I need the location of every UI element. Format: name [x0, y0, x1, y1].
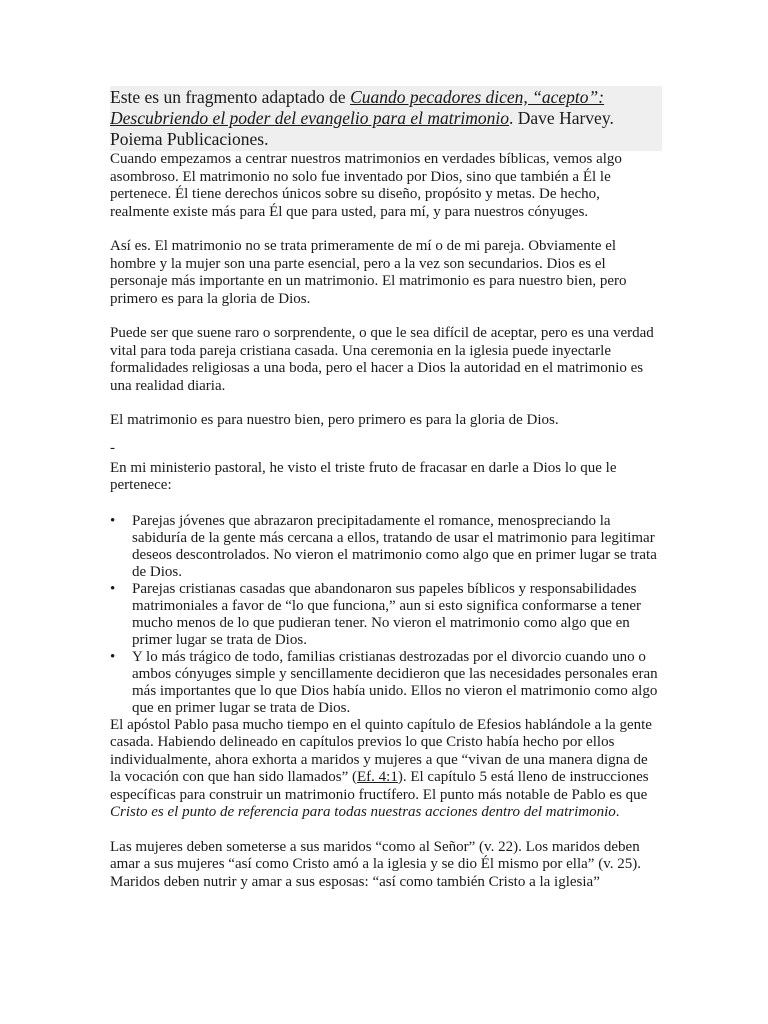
pablo-emphasis: Cristo es el punto de referencia para todas nuestras acciones dentro del matrimonio [110, 804, 616, 820]
document-page [110, 86, 660, 891]
intro-prefix: Este es un fragmento adaptado de [110, 87, 351, 107]
bullet-icon: • [110, 648, 116, 665]
list-item-text: Parejas cristianas casadas que abandonaron sus papeles bíblicos y responsabilidades matrimoniales a favor de “lo que funciona,” aun si esto significa conformarse a tener mucho menos de lo que pudieran tener. No vieron el matrimonio como algo que en primer lugar se trata de Dios. [132, 580, 641, 648]
list-item-text: Parejas jóvenes que abrazaron precipitadamente el romance, menospreciando la sabiduría de la gente más cercana a ellos, tratando de usar el matrimonio para legitimar deseos descontrolados. No vieron el matrimonio como algo que en primer lugar se trata de Dios. [132, 512, 657, 580]
bullet-icon: • [110, 580, 116, 597]
paragraph-2: Así es. El matrimonio no se trata primeramente de mí o de mi pareja. Obviamente el hombre y la mujer son una parte esencial, pero a la vez son secundarios. Dios es el personaje más importante en un matrimonio. El matrimonio es para nuestro bien, pero primero es para la gloria de Dios. [110, 238, 627, 307]
list-item [110, 581, 660, 649]
ministry-intro: En mi ministerio pastoral, he visto el triste fruto de fracasar en darle a Dios lo que le pertenece: [110, 459, 617, 493]
book-title-link[interactable]: Cuando pecadores dicen, “acepto”: Descubriendo el poder del evangelio para el matrimonio [110, 87, 605, 128]
list-item [110, 513, 660, 581]
article-body [110, 151, 660, 891]
list-item [110, 649, 660, 717]
paragraph-last: Las mujeres deben someterse a sus maridos “como al Señor” (v. 22). Los maridos deben amar a sus mujeres “así como Cristo amó a la iglesia y se dio Él mismo por ella” (v. 25). Maridos deben nutrir y amar a sus esposas: “así como también Cristo a la iglesia” [110, 838, 641, 890]
paragraph-1: Cuando empezamos a centrar nuestros matrimonios en verdades bíblicas, vemos algo asombroso. El matrimonio no solo fue inventado por Dios, sino que también a Él le pertenece. Él tiene derechos únicos sobre su diseño, propósito y metas. De hecho, realmente existe más para Él que para usted, para mí, y para nuestros cónyuges. [110, 151, 622, 220]
intro-punct: . [509, 108, 514, 128]
pablo-text-b: ). El capítulo 5 está lleno de instrucciones específicas para construir un matrimonio fructífero. El punto más notable de Pablo es que [110, 769, 649, 803]
paragraph-pablo [110, 717, 660, 822]
pablo-end: . [615, 804, 620, 820]
paragraph-3: Puede ser que suene raro o sorprendente, o que le sea difícil de aceptar, pero es una verdad vital para toda pareja cristiana casada. Una ceremonia en la iglesia puede inyectarle formalidades religiosas a una boda, pero el hacer a Dios la autoridad en el matrimonio es una realidad diaria. [110, 325, 654, 394]
bullet-list [110, 513, 660, 717]
intro-header [110, 86, 662, 151]
paragraph-4: El matrimonio es para nuestro bien, pero primero es para la gloria de Dios. [110, 412, 559, 428]
pablo-text-a: El apóstol Pablo pasa mucho tiempo en el quinto capítulo de Efesios hablándole a la gente casada. Habiendo delineado en capítulos previos lo que Cristo había hecho por ellos individualmente, ahora exhorta a maridos y mujeres a que “vivan de una manera digna de la vocación con que han sido llamados” ( [110, 716, 652, 785]
bullet-icon: • [110, 512, 116, 529]
scripture-ref-link[interactable]: Ef. 4:1 [357, 769, 398, 785]
author-publisher: Dave Harvey. Poiema Publicaciones. [110, 108, 614, 149]
list-item-text: Y lo más trágico de todo, familias cristianas destrozadas por el divorcio cuando uno o ambos cónyuges simple y sencillamente decidieron que las necesidades personales eran más importantes que lo que Dios había unido. Ellos no vieron el matrimonio como algo que en primer lugar se trata de Dios. [132, 648, 658, 716]
dash-separator: - [110, 439, 115, 456]
